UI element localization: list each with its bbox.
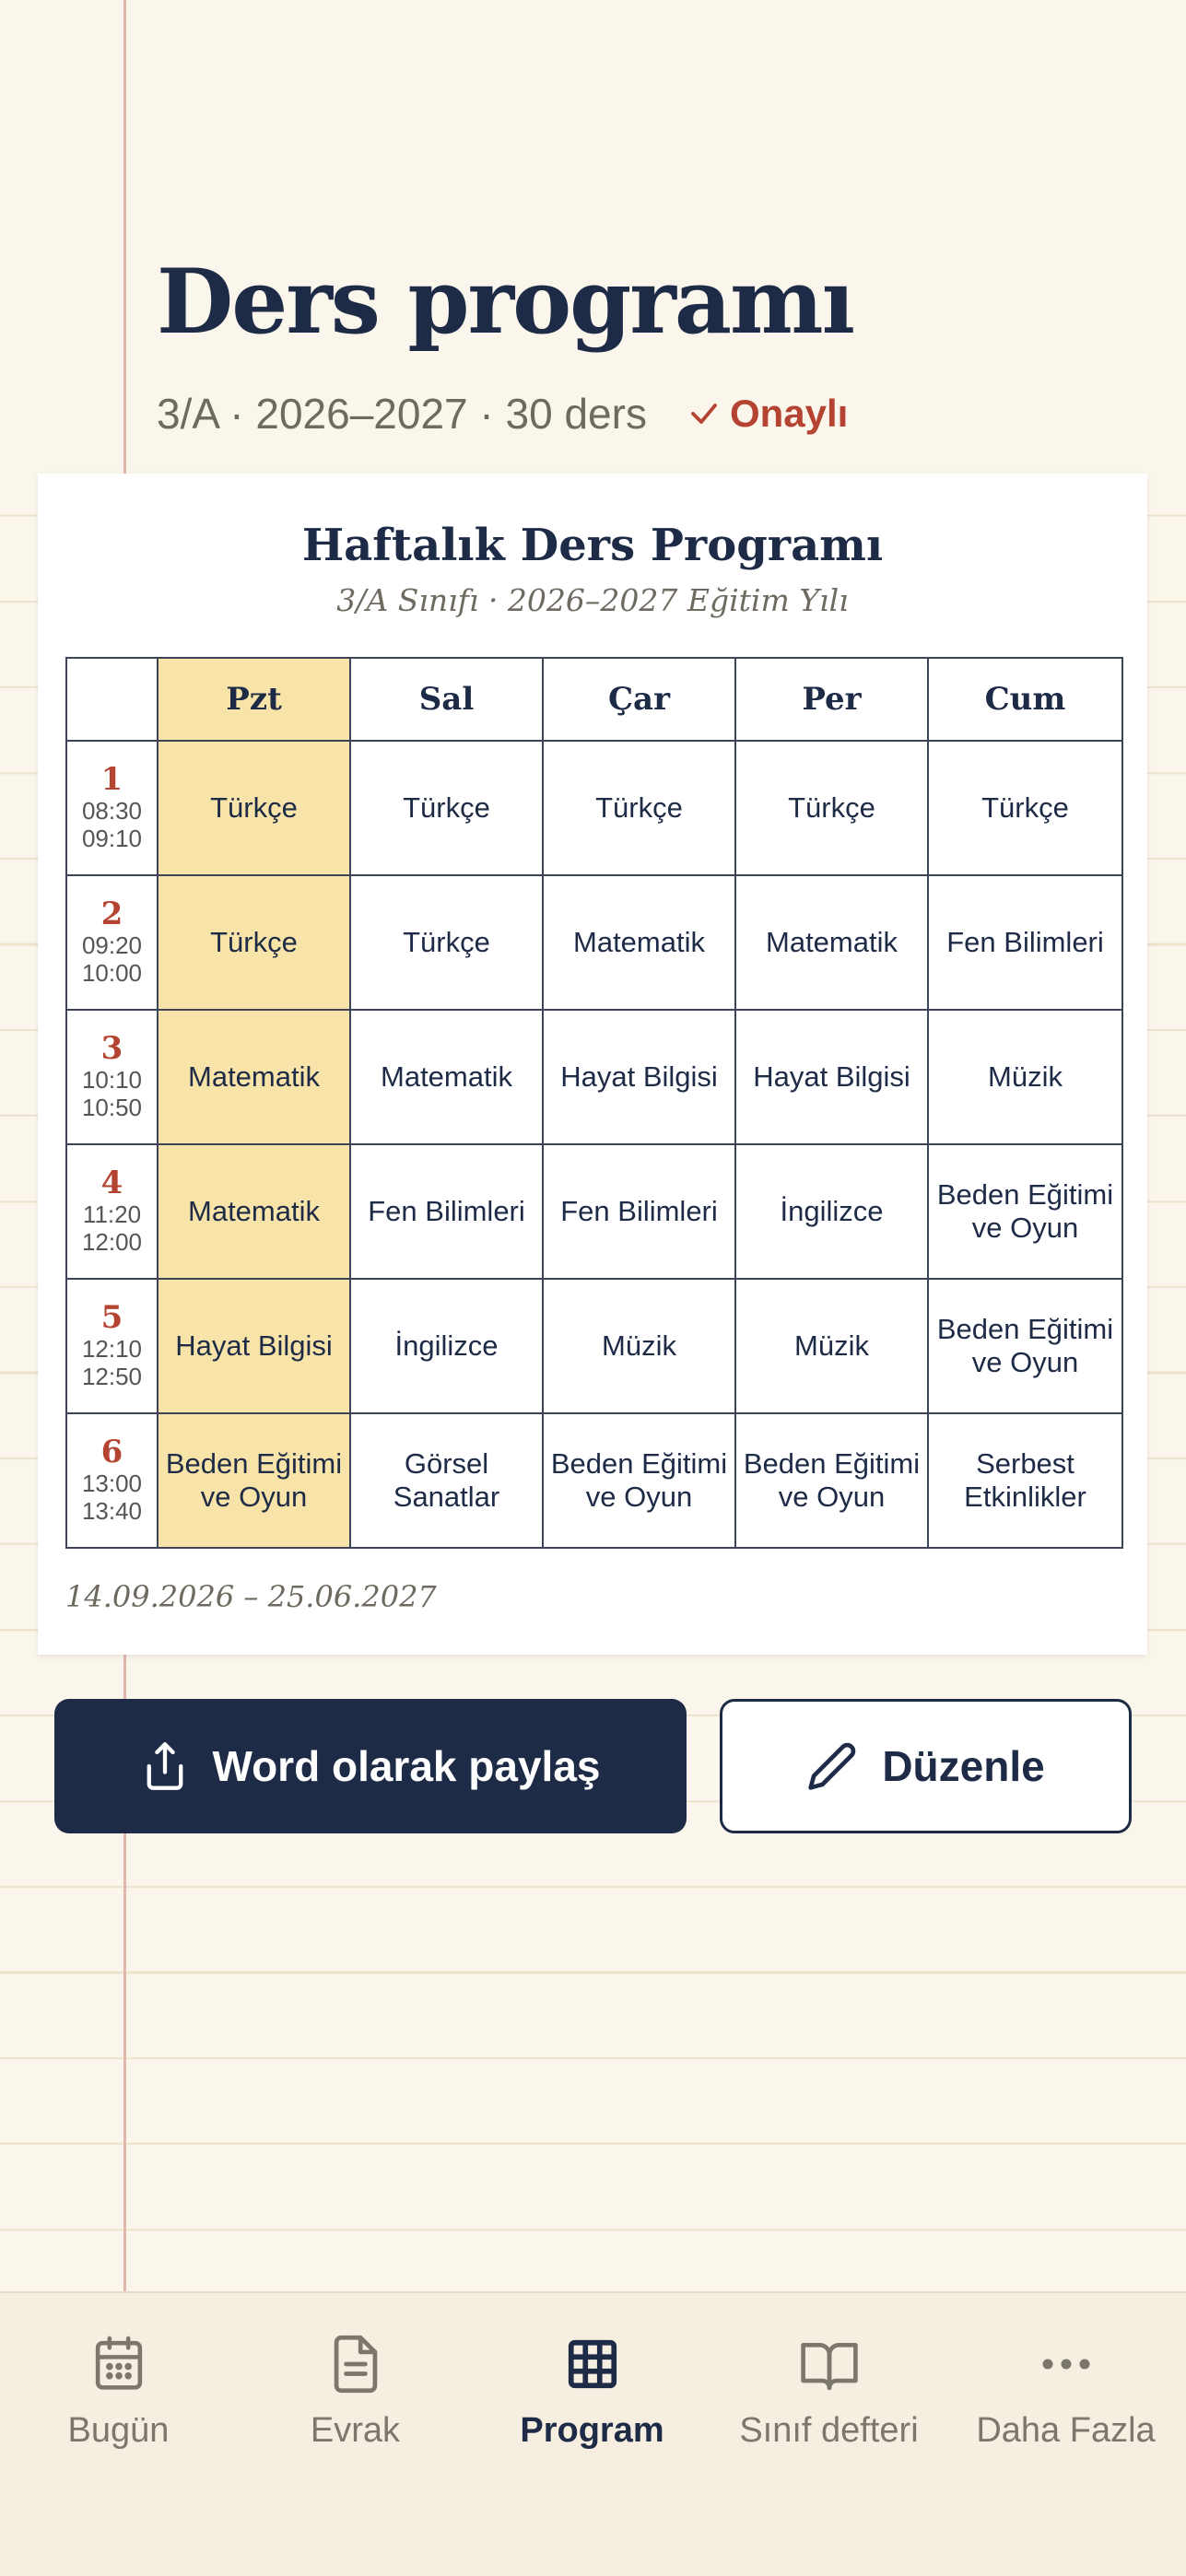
tab-label: Sınıf defteri — [739, 2411, 919, 2450]
table-row — [66, 741, 1122, 875]
corner-cell — [66, 658, 158, 741]
period-number: 1 — [100, 761, 123, 799]
lesson-cell[interactable]: Fen Bilimleri — [543, 1144, 735, 1279]
lesson-cell[interactable]: Hayat Bilgisi — [158, 1279, 350, 1413]
lesson-cell[interactable]: Matematik — [158, 1010, 350, 1144]
date-range: 14.09.2026 – 25.06.2027 — [65, 1579, 437, 1614]
schedule-subtitle: 3/A Sınıfı · 2026–2027 Eğitim Yılı — [336, 582, 849, 618]
lesson-cell[interactable]: Hayat Bilgisi — [543, 1010, 735, 1144]
lesson-cell[interactable]: Müzik — [928, 1010, 1122, 1144]
tab-label: Evrak — [310, 2411, 401, 2450]
day-header-car: Çar — [543, 658, 735, 741]
period-cell — [66, 875, 158, 1010]
table-row — [66, 1144, 1122, 1279]
book-icon — [798, 2336, 861, 2393]
period-start: 12:10 — [81, 1334, 143, 1363]
edit-button-label: Düzenle — [882, 1742, 1045, 1790]
schedule-table — [65, 657, 1123, 1549]
day-header-per: Per — [735, 658, 928, 741]
bottom-tab-bar — [0, 2291, 1186, 2576]
period-number: 6 — [100, 1434, 123, 1471]
table-row — [66, 1010, 1122, 1144]
period-end: 13:40 — [81, 1496, 143, 1525]
lesson-cell[interactable]: Beden Eğitimi ve Oyun — [543, 1413, 735, 1548]
period-number: 5 — [100, 1299, 123, 1337]
lesson-cell[interactable]: Beden Eğitimi ve Oyun — [158, 1413, 350, 1548]
lesson-cell[interactable]: İngilizce — [735, 1144, 928, 1279]
tab-label: Daha Fazla — [976, 2411, 1156, 2450]
edit-button[interactable] — [720, 1699, 1132, 1833]
table-row — [66, 1413, 1122, 1548]
tab-program[interactable] — [474, 2330, 710, 2451]
more-icon — [1039, 2355, 1094, 2373]
tab-label: Bugün — [67, 2411, 170, 2450]
schedule-header-row — [66, 658, 1122, 741]
status-badge — [687, 392, 848, 436]
lesson-cell[interactable]: Beden Eğitimi ve Oyun — [735, 1413, 928, 1548]
lesson-cell[interactable]: Müzik — [543, 1279, 735, 1413]
period-cell — [66, 1413, 158, 1548]
period-start: 10:10 — [81, 1065, 143, 1094]
table-row — [66, 1279, 1122, 1413]
lesson-cell[interactable]: Serbest Etkinlikler — [928, 1413, 1122, 1548]
day-header-pzt: Pzt — [158, 658, 350, 741]
period-number: 2 — [100, 896, 123, 933]
lesson-cell[interactable]: Fen Bilimleri — [350, 1144, 543, 1279]
tab-bugun[interactable] — [0, 2330, 237, 2451]
status-label: Onaylı — [729, 392, 849, 435]
lesson-cell[interactable]: Matematik — [350, 1010, 543, 1144]
period-end: 10:00 — [81, 958, 143, 987]
period-end: 10:50 — [81, 1093, 143, 1121]
period-start: 11:20 — [82, 1200, 142, 1228]
page-subtitle-row — [157, 389, 848, 439]
page-subtitle: 3/A · 2026–2027 · 30 ders — [157, 390, 647, 438]
period-cell — [66, 1279, 158, 1413]
period-cell — [66, 1144, 158, 1279]
lesson-cell[interactable]: Türkçe — [543, 741, 735, 875]
schedule-title: Haftalık Ders Programı — [301, 520, 884, 571]
lesson-cell[interactable]: Matematik — [735, 875, 928, 1010]
calendar-icon — [90, 2334, 147, 2395]
period-number: 3 — [100, 1030, 123, 1068]
lesson-cell[interactable]: Türkçe — [158, 875, 350, 1010]
checkmark-icon — [687, 397, 721, 430]
lesson-cell[interactable]: Müzik — [735, 1279, 928, 1413]
lesson-cell[interactable]: Türkçe — [350, 875, 543, 1010]
lesson-cell[interactable]: Türkçe — [350, 741, 543, 875]
lesson-cell[interactable]: İngilizce — [350, 1279, 543, 1413]
day-header-cum: Cum — [928, 658, 1122, 741]
period-number: 4 — [100, 1165, 123, 1202]
lesson-cell[interactable]: Türkçe — [928, 741, 1122, 875]
period-start: 13:00 — [81, 1469, 143, 1497]
schedule-card — [38, 474, 1147, 1655]
lesson-cell[interactable]: Fen Bilimleri — [928, 875, 1122, 1010]
tab-evrak[interactable] — [237, 2330, 474, 2451]
lesson-cell[interactable]: Hayat Bilgisi — [735, 1010, 928, 1144]
table-row — [66, 875, 1122, 1010]
period-cell — [66, 1010, 158, 1144]
tab-label: Program — [520, 2411, 664, 2450]
period-end: 12:50 — [81, 1362, 143, 1390]
period-start: 08:30 — [81, 796, 143, 825]
pencil-icon — [806, 1740, 858, 1792]
period-cell — [66, 741, 158, 875]
lesson-cell[interactable]: Türkçe — [158, 741, 350, 875]
period-start: 09:20 — [81, 931, 143, 959]
grid-icon — [564, 2336, 621, 2393]
lesson-cell[interactable]: Matematik — [158, 1144, 350, 1279]
lesson-cell[interactable]: Beden Eğitimi ve Oyun — [928, 1144, 1122, 1279]
document-icon — [329, 2333, 382, 2395]
page-title: Ders programı — [157, 250, 854, 354]
day-header-sal: Sal — [350, 658, 543, 741]
period-end: 12:00 — [81, 1227, 143, 1256]
share-word-button[interactable] — [54, 1699, 687, 1833]
share-button-label: Word olarak paylaş — [212, 1742, 601, 1790]
share-icon — [141, 1740, 189, 1792]
lesson-cell[interactable]: Türkçe — [735, 741, 928, 875]
lesson-cell[interactable]: Matematik — [543, 875, 735, 1010]
tab-sinif-defteri[interactable] — [710, 2330, 947, 2451]
tab-daha-fazla[interactable] — [947, 2330, 1184, 2451]
period-end: 09:10 — [81, 824, 143, 852]
lesson-cell[interactable]: Beden Eğitimi ve Oyun — [928, 1279, 1122, 1413]
lesson-cell[interactable]: Görsel Sanatlar — [350, 1413, 543, 1548]
